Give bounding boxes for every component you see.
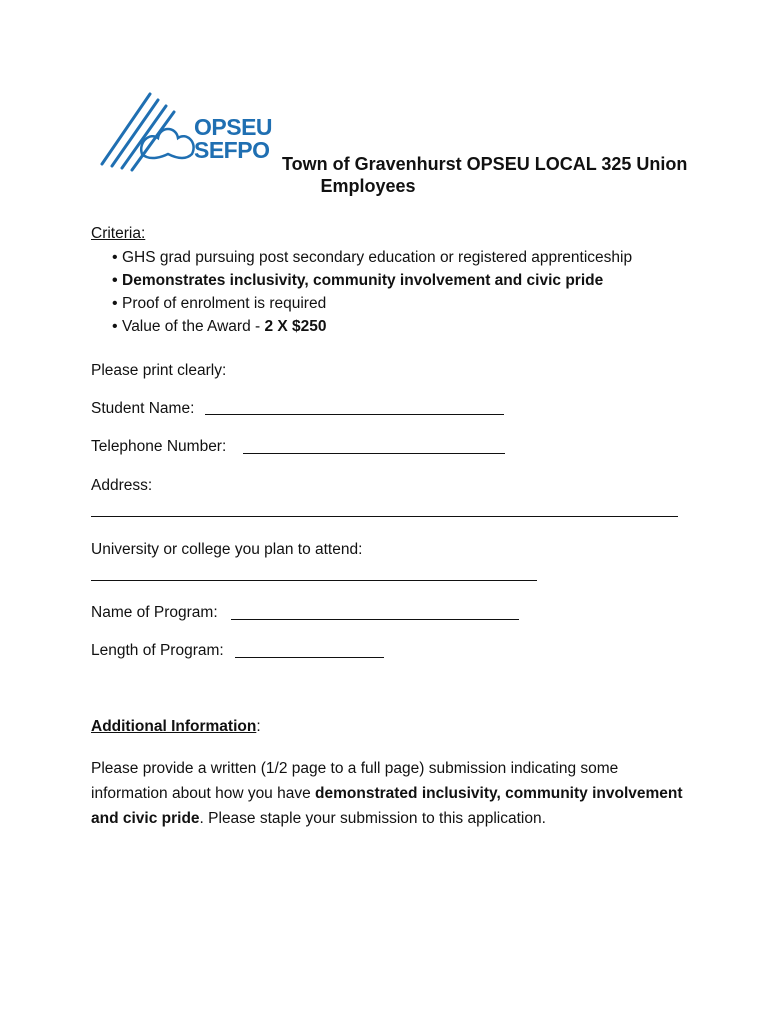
additional-info-paragraph: Please provide a written (1/2 page to a full page) submission indicating some information about how you have demonstrated inclusivity, community involvement and civic pride. Please staple your submission to this application. bbox=[91, 760, 683, 827]
list-item: • Proof of enrolment is required bbox=[91, 292, 632, 315]
additional-info-heading: Additional Information: bbox=[91, 718, 261, 735]
print-instruction: Please print clearly: bbox=[91, 362, 227, 379]
telephone-label: Telephone Number: bbox=[91, 438, 227, 455]
criteria-label: Criteria: bbox=[91, 225, 146, 242]
university-label: University or college you plan to attend: bbox=[91, 541, 363, 558]
list-item: • GHS grad pursuing post secondary education or registered apprenticeship bbox=[91, 246, 632, 269]
program-name-label: Name of Program: bbox=[91, 604, 218, 621]
logo-line-opseu: OPSEU bbox=[194, 114, 273, 140]
student-name-field[interactable] bbox=[205, 414, 504, 415]
address-field[interactable] bbox=[91, 516, 678, 517]
criteria-list bbox=[91, 246, 632, 338]
address-label: Address: bbox=[91, 477, 153, 494]
program-length-field[interactable] bbox=[235, 657, 384, 658]
logo-line-sefpo: SEFPO bbox=[194, 137, 270, 163]
trillium-icon bbox=[141, 129, 193, 158]
logo-wordmark bbox=[194, 116, 272, 162]
list-item: • Demonstrates inclusivity, community involvement and civic pride bbox=[91, 269, 632, 292]
university-field[interactable] bbox=[91, 580, 537, 581]
program-length-label: Length of Program: bbox=[91, 642, 224, 659]
program-name-field[interactable] bbox=[231, 619, 519, 620]
list-item: • Value of the Award - 2 X $250 bbox=[91, 315, 632, 338]
student-name-label: Student Name: bbox=[91, 400, 195, 417]
telephone-field[interactable] bbox=[243, 453, 505, 454]
page-title-line2: Employees bbox=[320, 176, 416, 196]
opseu-logo bbox=[98, 92, 288, 172]
page-title-line1: Town of Gravenhurst OPSEU LOCAL 325 Union bbox=[282, 154, 688, 174]
